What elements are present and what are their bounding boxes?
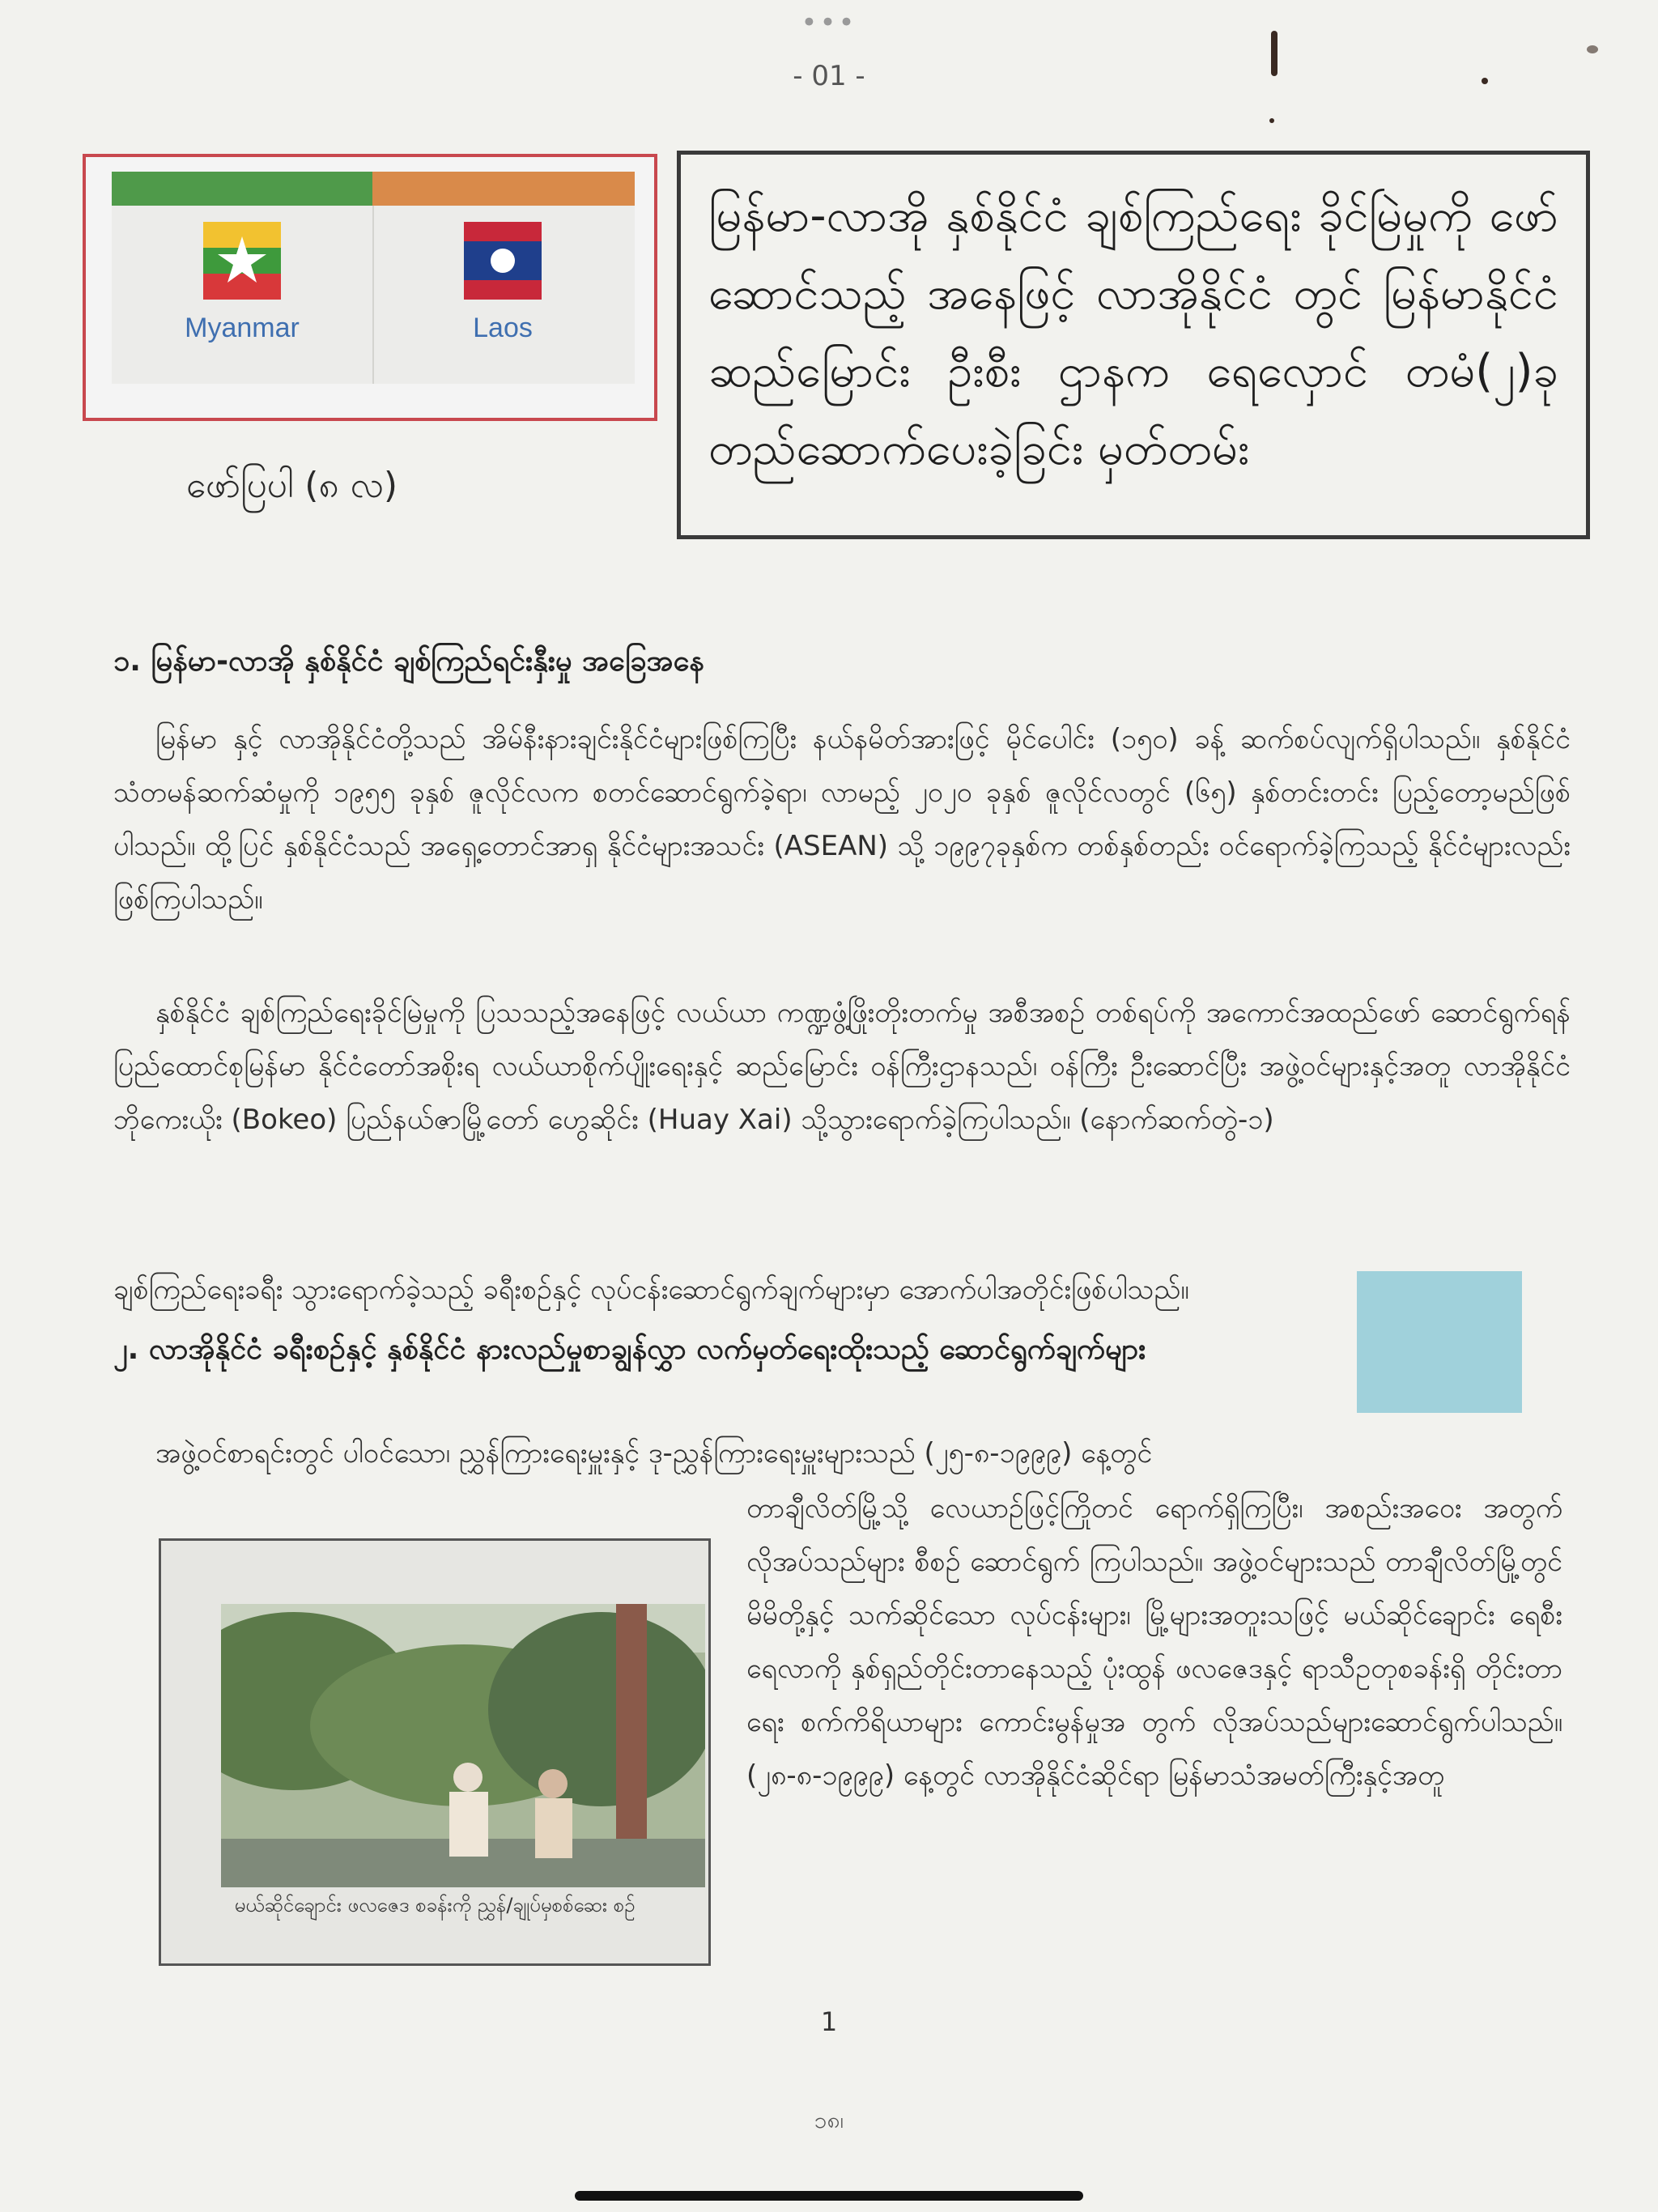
section1-paragraph-1: မြန်မာ နှင့် လာအိုနိုင်ငံတို့သည် အိမ်နီးနားချင်းနိုင်ငံများဖြစ်ကြပြီး နယ်နမိတ်အားဖြင့် မိုင်ပေါင်း (၁၅၀) ခန့် ဆက်စပ်လျက်ရှိပါသည်။ နှစ်နိုင်ငံ သံတမန်ဆက်ဆံမှုကို ၁၉၅၅ ခုနှစ် ဇူလိုင်လက စတင်ဆောင်ရွက်ခဲ့ရာ၊ လာမည့် ၂၀၂၀ ခုနှစ် ဇူလိုင်လတွင် (၆၅) နှစ်တင်းတင်း ပြည့်တော့မည်ဖြစ်ပါသည်။ ထို့ပြင် နှစ်နိုင်ငံသည် အရှေ့တောင်အာရှ နိုင်ငံများအသင်း (ASEAN) သို့ ၁၉၉၇ခုနှစ်က တစ်နှစ်တည်း ဝင်ရောက်ခဲ့ကြသည့် နိုင်ငံများလည်း ဖြစ်ကြပါသည်။ [113,723,1571,916]
section1-heading: ၁. မြန်မာ-လာအို နှစ်နိုင်ငံ ချစ်ကြည်ရင်းနှီးမှု အခြေအနေ [113,644,704,678]
ink-speck [1269,118,1274,123]
section2-intro-line: အဖွဲ့ဝင်စာရင်းတွင် ပါဝင်သော၊ ညွှန်ကြားရေးမှူးနှင့် ဒု-ညွှန်ကြားရေးမှူးများသည် (၂၅-၈-၁၉၉၉) နေ့တွင် [155,1437,1153,1470]
laos-label: Laos [473,313,533,343]
section1-paragraph-2: နှစ်နိုင်ငံ ချစ်ကြည်ရေးခိုင်မြဲမှုကို ပြသသည့်အနေဖြင့် လယ်ယာ ကဏ္ဍဖွံ့ဖြိုးတိုးတက်မှု အစီအစဉ် တစ်ရပ်ကို အကောင်အထည်ဖော် ဆောင်ရွက်ရန် ပြည်ထောင်စုမြန်မာ နိုင်ငံတော်အစိုးရ လယ်ယာစိုက်ပျိုးရေးနှင့် ဆည်မြောင်း ဝန်ကြီးဌာနသည်၊ ဝန်ကြီး ဦးဆောင်ပြီး အဖွဲ့ဝင်များနှင့်အတူ လာအိုနိုင်ငံ ဘိုကေးယိုး (Bokeo) ပြည်နယ်ဇာမြို့တော် ဟွေဆိုင်း (Huay Xai) သို့သွားရောက်ခဲ့ကြပါသည်။ (နောက်ဆက်တွဲ-၁) [113,997,1571,1136]
myanmar-flag-icon [203,222,281,300]
ink-speck [1482,78,1488,84]
title-box: မြန်မာ-လာအို နှစ်နိုင်ငံ ချစ်ကြည်ရေး ခိုင်မြဲမှုကို ဖော်ဆောင်သည့် အနေဖြင့် လာအိုနိုင်ငံ တွင် မြန်မာနိုင်ငံ ဆည်မြောင်း ဦးစီး ဌာနက ရေလှောင် တမံ(၂)ခု တည်ဆောက်ပေးခဲ့ခြင်း မှတ်တမ်း [677,151,1590,539]
green-bar [112,172,372,206]
page-number: 1 [820,2006,838,2037]
more-dots-icon[interactable]: ••• [801,6,857,39]
field-photo-image [221,1604,705,1887]
laos-flag-cell [372,222,633,344]
section2-heading: ၂. လာအိုနိုင်ငံ ခရီးစဉ်နှင့် နှစ်နိုင်ငံ နားလည်မှုစာချွန်လွှာ လက်မှတ်ရေးထိုးသည့် ဆောင်ရွက်ချက်များ [113,1333,1146,1366]
flags-panel [112,172,635,384]
myanmar-label: Myanmar [185,313,300,343]
myanmar-flag-cell [112,222,372,344]
photo-figure [159,1538,711,1966]
bottom-page-mark: ၁၈၊ [814,2107,844,2133]
section2-right-paragraph: တာချီလိတ်မြို့သို့ လေယာဉ်ဖြင့်ကြိုတင် ရောက်ရှိကြပြီး၊ အစည်းအဝေး အတွက် လိုအပ်သည်များ စီစဉ် ဆောင်ရွက် ကြပါသည်။ အဖွဲ့ဝင်များသည် တာချီလိတ်မြို့တွင် မိမိတို့နှင့် သက်ဆိုင်သော လုပ်ငန်းများ၊ မြို့များအတူးသဖြင့် မယ်ဆိုင်ချောင်း ရေစီးရေလာကို နှစ်ရှည်တိုင်းတာနေသည့် ပုံးထွန် ဖလဇေဒနှင့် ရာသီဥတုစခန်းရှိ တိုင်းတာရေး စက်ကိရိယာများ ကောင်းမွန်မှုအ တွက် လိုအပ်သည်များဆောင်ရွက်ပါသည်။ (၂၈-၈-၁၉၉၉) နေ့တွင် လာအိုနိုင်ငံဆိုင်ရာ မြန်မာသံအမတ်ကြီးနှင့်အတူ [746,1492,1562,1792]
orange-bar [372,172,635,206]
section1-paragraph-3: ချစ်ကြည်ရေးခရီး သွားရောက်ခဲ့သည့် ခရီးစဉ်နှင့် လုပ်ငန်းဆောင်ရွက်ချက်များမှာ အောက်ပါအတိုင်းဖြစ်ပါသည်။ [113,1274,1189,1306]
ink-speck [1271,31,1278,76]
home-indicator[interactable] [575,2191,1083,2201]
photo-caption: မယ်ဆိုင်ချောင်း ဖလဇေဒ စခန်းကို ညွှန်/ချုပ်မှစစ်ဆေး စဉ် [234,1894,636,1916]
flags-figure [83,154,657,421]
flags-caption: ဖော်ပြပါ (၈ လ) [186,465,397,506]
top-page-number: - 01 - [793,60,865,92]
ink-speck [1587,45,1598,53]
laos-flag-icon [464,222,542,300]
